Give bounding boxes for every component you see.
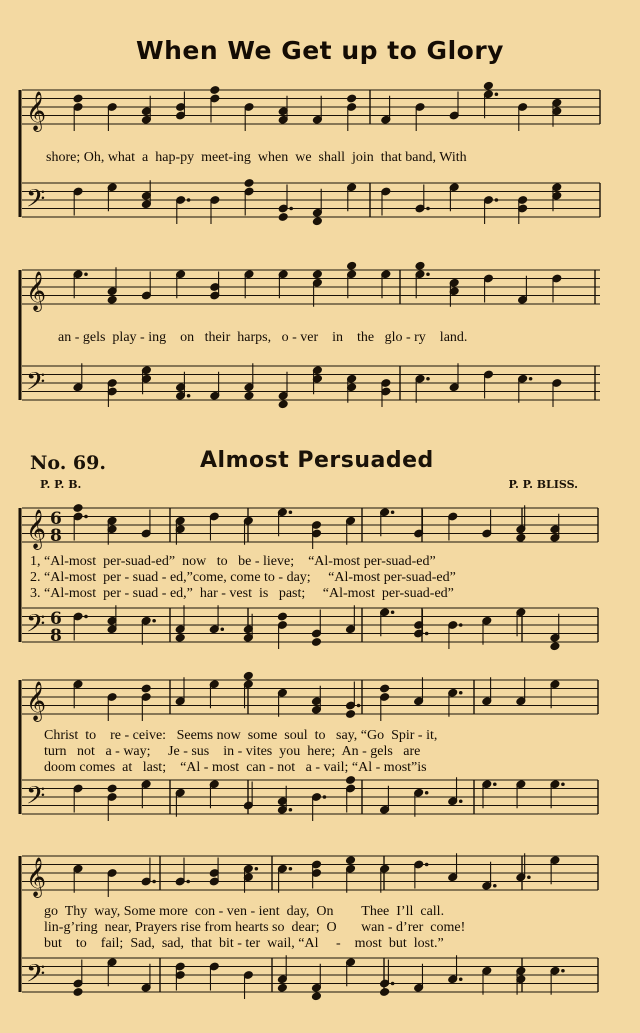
note-head <box>73 504 83 513</box>
note-head <box>345 776 355 785</box>
verse-2-line-2: turn not a - way; Je - sus in - vites you here; An - gels are <box>44 744 421 759</box>
note-head <box>347 261 357 270</box>
note-head <box>210 86 220 95</box>
dot <box>495 199 498 202</box>
note-head <box>243 671 253 680</box>
bass-clef-icon: 𝄢 <box>26 609 46 645</box>
time-signature-top: 6 <box>50 609 62 629</box>
dot <box>562 969 565 972</box>
dot <box>221 628 224 631</box>
note-head <box>311 992 321 1001</box>
note-head <box>278 213 288 222</box>
dot <box>187 880 190 883</box>
bass-clef-icon: 𝄢 <box>26 959 46 995</box>
verse-1-line-3: go Thy way, Some more con - ven - ient day, On Thee I’ll call. <box>44 904 445 919</box>
treble-clef-icon: 𝄞 <box>26 681 47 721</box>
verse-3-line-3: but to fail; Sad, sad, that bit - ter wail, “Al - most but lost.” <box>44 936 444 951</box>
dot <box>425 863 428 866</box>
hymn-number: No. 69. <box>30 452 106 474</box>
dot <box>391 982 394 985</box>
dot <box>289 808 292 811</box>
lyric-line: shore; Oh, what a hap-py meet-ing when we shall join that band, With <box>46 150 467 165</box>
treble-clef-icon: 𝄞 <box>26 509 47 549</box>
hymn-title: Almost Persuaded <box>200 448 434 473</box>
treble-clef-icon: 𝄞 <box>26 857 47 897</box>
note-head <box>516 533 526 542</box>
dot <box>187 199 190 202</box>
note-head <box>277 612 287 621</box>
note-head <box>141 684 151 693</box>
dot <box>427 207 430 210</box>
dot <box>290 207 293 210</box>
note-head <box>380 684 390 693</box>
note-head <box>73 94 83 103</box>
note-head <box>312 217 322 226</box>
note-head <box>550 642 560 651</box>
song-title: When We Get up to Glory <box>136 36 504 65</box>
note-head <box>107 295 117 304</box>
note-head <box>311 638 321 647</box>
dot <box>427 377 430 380</box>
dot <box>459 624 462 627</box>
dot <box>425 632 428 635</box>
time-signature-top: 6 <box>50 509 62 529</box>
verse-2-line-1: 2. “Al-most per - suad - ed,”come, come to - day; “Al-most per-suad-ed” <box>30 570 456 585</box>
time-signature-bottom: 8 <box>50 526 62 546</box>
dot <box>391 611 394 614</box>
note-head <box>244 179 254 188</box>
note-head <box>278 400 288 409</box>
dot <box>85 273 88 276</box>
dot <box>459 800 462 803</box>
verse-1-line-2: Christ to re - ceive: Seems now some soul to say, “Go Spir - it, <box>44 728 438 743</box>
dot <box>289 867 292 870</box>
dot <box>528 876 531 879</box>
note-head <box>277 983 287 992</box>
note-head <box>244 391 254 400</box>
note-head <box>345 710 355 719</box>
dot <box>255 867 258 870</box>
note-head <box>415 261 425 270</box>
dot <box>357 704 360 707</box>
verse-3-line-2: doom comes at last; “Al - most can - not a - vail; “Al - most”is <box>44 760 427 775</box>
verse-1-line-1: 1, “Al-most per-suad-ed” now to be - lieve; “Al-most per-suad-ed” <box>30 554 436 569</box>
dot <box>187 394 190 397</box>
dot <box>85 615 88 618</box>
bass-clef-icon: 𝄢 <box>26 367 46 403</box>
dot <box>495 93 498 96</box>
dot <box>459 691 462 694</box>
note-head <box>312 270 322 279</box>
dot <box>391 511 394 514</box>
dot <box>323 796 326 799</box>
dot <box>529 377 532 380</box>
note-head <box>483 81 493 90</box>
words-credit: P. P. B. <box>40 478 82 491</box>
time-signature-bottom: 8 <box>50 626 62 646</box>
dot <box>562 783 565 786</box>
lyric-line: an - gels play - ing on their harps, o - ver in the glo - ry land. <box>58 330 468 345</box>
treble-clef-icon: 𝄞 <box>26 271 47 311</box>
bass-clef-icon: 𝄢 <box>26 184 46 220</box>
verse-2-line-3: lin-g’ring near, Prayers rise from hearts so dear; O wan - d’rer come! <box>44 920 466 935</box>
verse-3-line-1: 3. “Al-most per - suad - ed,” har - vest is past; “Al-most per-suad-ed” <box>30 586 454 601</box>
note-head <box>380 988 390 997</box>
bass-clef-icon: 𝄢 <box>26 781 46 817</box>
note-head <box>347 94 357 103</box>
note-head <box>73 988 83 997</box>
note-head <box>107 784 117 793</box>
dot <box>289 511 292 514</box>
note-head <box>345 856 355 865</box>
dot <box>494 884 497 887</box>
dot <box>459 978 462 981</box>
treble-clef-icon: 𝄞 <box>26 91 47 131</box>
note-head <box>175 633 185 642</box>
music-credit: P. P. BLISS. <box>508 478 578 491</box>
dot <box>153 619 156 622</box>
dot <box>427 273 430 276</box>
dot <box>153 880 156 883</box>
dot <box>425 791 428 794</box>
dot <box>494 783 497 786</box>
dot <box>85 515 88 518</box>
